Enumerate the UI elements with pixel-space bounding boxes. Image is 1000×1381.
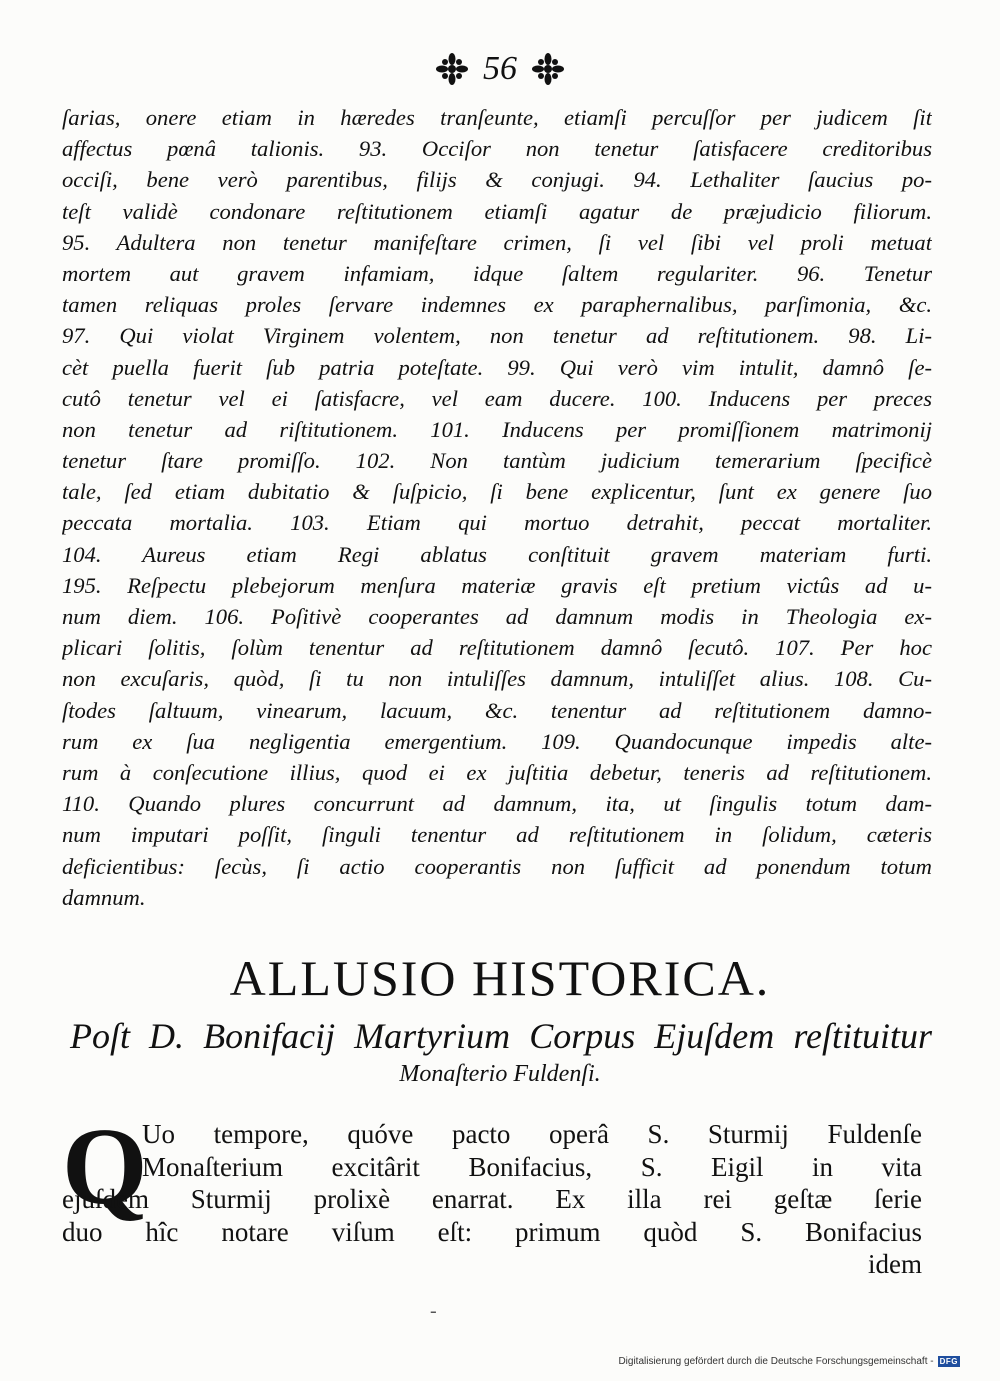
italic-body-text bbox=[62, 102, 932, 913]
text-line: non tenetur ad riſtitutionem. 101. Inducens per promiſſionem matrimonij bbox=[62, 416, 932, 442]
text-line: num imputari poſſit, ſinguli tenentur ad reſtitutionem in ſolidum, cæteris bbox=[62, 822, 932, 848]
section-subtitle-continued: Monaſterio Fuldenſi. bbox=[399, 1061, 601, 1087]
text-line: ſtodes ſaltuum, vinearum, lacuum, &c. tenentur ad reſtitutionem damno- bbox=[62, 697, 932, 723]
text-line: ejuſdem Sturmij prolixè enarrat. Ex illa rei geſtæ ſerie bbox=[62, 1184, 922, 1214]
text-line: 97. Qui violat Virginem volentem, non tenetur ad reſtitutionem. 98. Li- bbox=[62, 323, 932, 349]
text-line: 195. Reſpectu plebejorum menſura materiæ gravis eſt pretium victûs ad u- bbox=[62, 572, 932, 598]
drop-cap-initial: Q bbox=[62, 1105, 148, 1227]
text-line: rum à conſecutione illius, quod ei ex juſtitia debetur, teneris ad reſtitutionem. bbox=[62, 759, 932, 785]
text-line: cèt puella fuerit ſub patria poteſtate. 99. Qui verò vim intulit, damnô ſe- bbox=[62, 354, 932, 380]
section-title: ALLUSIO HISTORICA. bbox=[229, 950, 771, 1006]
page-header bbox=[0, 52, 1000, 86]
text-line: occiſi, bene verò parentibus, filijs & conjugi. 94. Lethaliter ſaucius po- bbox=[62, 167, 932, 193]
text-line: 104. Aureus etiam Regi ablatus conſtituit gravem materiam furti. bbox=[62, 541, 932, 567]
text-line: deficientibus: ſecùs, ſi actio cooperantis non ſufficit ad ponendum totum bbox=[62, 853, 932, 879]
text-line: Uo tempore, quóve pacto operâ S. Sturmij Fuldenſe bbox=[142, 1119, 922, 1149]
text-line: damnum. bbox=[62, 884, 146, 910]
catchword: idem bbox=[868, 1249, 922, 1279]
text-line: rum ex ſua negligentia emergentium. 109. Quandocunque impedis alte- bbox=[62, 728, 932, 754]
text-line: duo hîc notare viſum eſt: primum quòd S. Bonifacius bbox=[62, 1216, 922, 1247]
page-number: 56 bbox=[483, 50, 517, 87]
text-line: tale, ſed etiam dubitatio & ſuſpicio, ſi bene explicentur, ſunt ex genere ſuo bbox=[62, 479, 932, 505]
credit-text: Digitalisierung gefördert durch die Deutsche Forschungsgemeinschaft - bbox=[618, 1356, 934, 1367]
text-line: affectus pœnâ talionis. 93. Occiſor non tenetur ſatisfacere creditoribus bbox=[62, 136, 932, 162]
text-line: tamen reliquas proles ſervare indemnes ex paraphernalibus, parſimonia, &c. bbox=[62, 292, 932, 318]
text-line: peccata mortalia. 103. Etiam qui mortuo detrahit, peccat mortaliter. bbox=[62, 510, 932, 536]
floral-ornament-icon bbox=[435, 52, 469, 86]
footer-mark: - bbox=[430, 1300, 437, 1322]
section-subtitle: Poſt D. Bonifacij Martyrium Corpus Ejuſdem reſtituitur bbox=[70, 1016, 932, 1056]
text-line: tenetur ſtare promiſſo. 102. Non tantùm judicium temerarium ſpecificè bbox=[62, 448, 932, 474]
text-line: mortem aut gravem infamiam, idque ſaltem regulariter. 96. Tenetur bbox=[62, 260, 932, 286]
digitization-credit bbox=[618, 1356, 960, 1367]
text-line: ſarias, onere etiam in hæredes tranſeunte, etiamſi percuſſor per judicem ſit bbox=[62, 105, 932, 130]
text-line: Monaſterium excitârit Bonifacius, S. Eigil in vita bbox=[142, 1151, 922, 1182]
text-line: 110. Quando plures concurrunt ad damnum, ita, ut ſingulis totum dam- bbox=[62, 791, 932, 817]
text-line: num diem. 106. Poſitivè cooperantes ad damnum modis in Theologia ex- bbox=[62, 604, 932, 629]
text-line: non excuſaris, quòd, ſi tu non intuliſſes damnum, intuliſſet alius. 108. Cu- bbox=[62, 666, 932, 692]
floral-ornament-icon bbox=[531, 52, 565, 86]
roman-body-text bbox=[62, 1105, 922, 1281]
text-line: 95. Adultera non tenetur manifeſtare crimen, ſi vel ſibi vel proli metuat bbox=[62, 229, 932, 255]
text-line: cutô tenetur vel ei ſatisfacre, vel eam ducere. 100. Inducens per preces bbox=[62, 385, 932, 411]
text-line: teſt validè condonare reſtitutionem etiamſi agatur de præjudicio filiorum. bbox=[62, 198, 932, 224]
dfg-logo: DFG bbox=[939, 1357, 958, 1366]
text-line: plicari ſolitis, ſolùm tenentur ad reſtitutionem damnô ſecutô. 107. Per hoc bbox=[62, 635, 932, 661]
